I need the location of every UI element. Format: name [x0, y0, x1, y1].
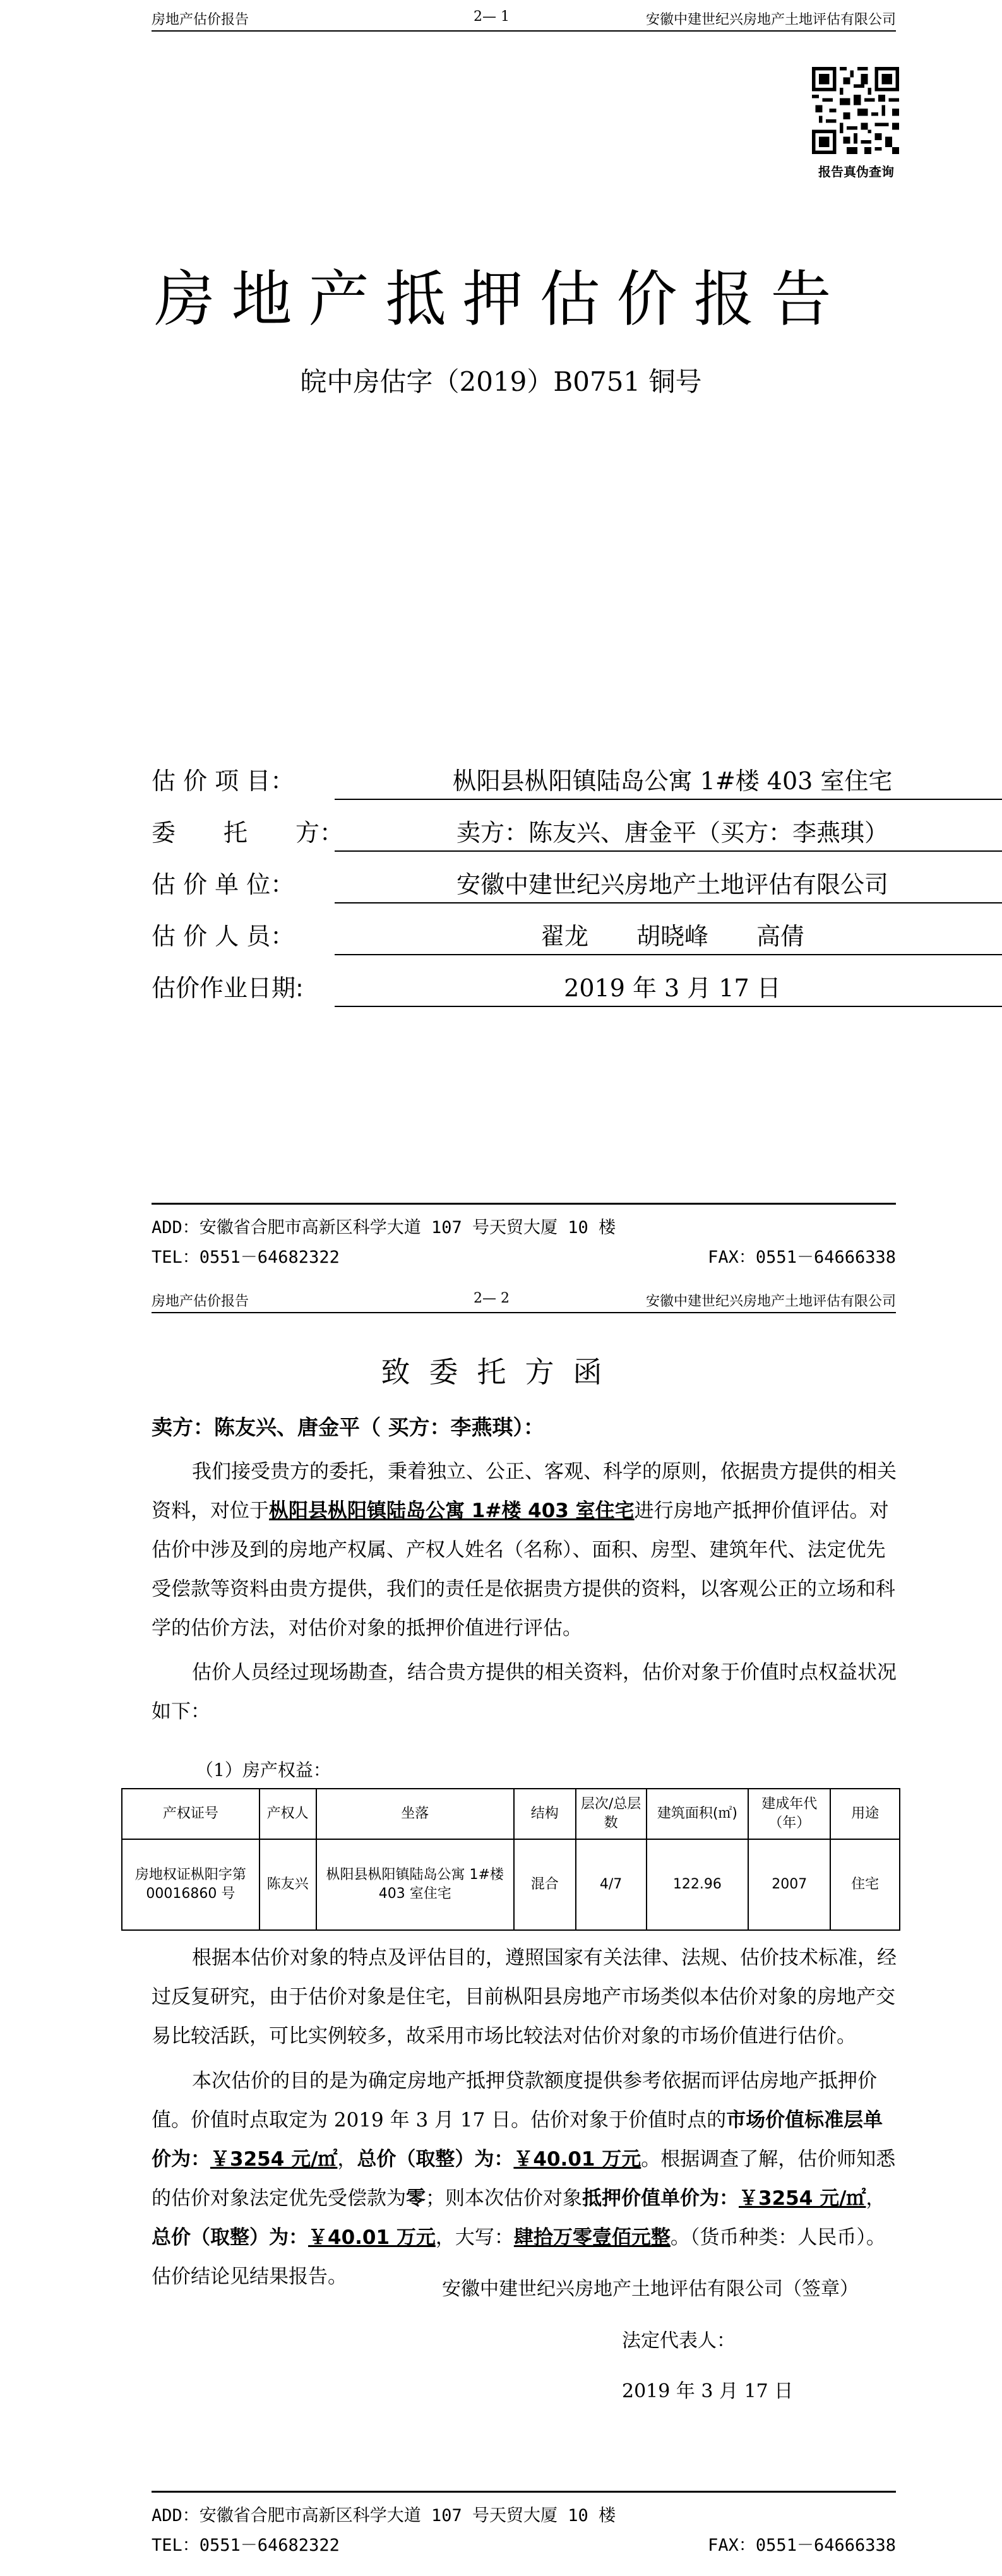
table-cell: 房地权证枞阳字第 00016860 号 — [122, 1839, 259, 1930]
text: ， — [337, 2148, 357, 2171]
table-header-row — [122, 1789, 900, 1839]
header-page-number: 2— 1 — [474, 9, 510, 25]
table-cell: 陈友兴 — [259, 1839, 316, 1930]
salutation: 卖方：陈友兴、唐金平（ 买方：李燕琪）： — [152, 1415, 544, 1440]
info-label: 估 价 单 位： — [152, 871, 295, 898]
col-header: 建筑面积(㎡) — [647, 1789, 749, 1839]
header-page-number: 2— 2 — [474, 1291, 510, 1306]
table-caption: （1）房产权益： — [196, 1760, 331, 1780]
market-total-price: ￥40.01 万元 — [513, 2148, 641, 2171]
paragraph-survey: 估价人员经过现场勘查，结合贵方提供的相关资料，估价对象于价值时点权益状况如下： — [152, 1661, 897, 1723]
report-title: 房地产抵押估价报告 — [154, 264, 848, 335]
signature-company: 安徽中建世纪兴房地产土地评估有限公司（签章） — [442, 2278, 859, 2300]
col-header: 产权人 — [259, 1789, 316, 1839]
info-value: 翟龙 胡晓峰 高倩 — [335, 917, 1002, 955]
info-value: 枞阳县枞阳镇陆岛公寓 1#楼 403 室住宅 — [335, 761, 1002, 800]
page-header — [152, 1288, 896, 1313]
text: 本次估价的目的是为确定房地产抵押贷款额度提供参考依据而评估房地产抵押价值。价值时点取定为 2019 年 3 月 17 日。估价对象于价值时点的 — [152, 2070, 877, 2132]
market-unit-price: ￥3254 元/㎡ — [210, 2148, 338, 2171]
header-company: 安徽中建世纪兴房地产土地评估有限公司 — [645, 1294, 896, 1309]
header-left: 房地产估价报告 — [152, 12, 249, 28]
info-value: 2019 年 3 月 17 日 — [335, 969, 1002, 1007]
text: ，大写： — [435, 2226, 514, 2249]
col-header: 结构 — [514, 1789, 576, 1839]
page-footer — [152, 2491, 896, 2553]
mortgage-total-price: ￥40.01 万元 — [308, 2226, 436, 2249]
col-header: 产权证号 — [122, 1789, 259, 1839]
text: 进行房地产抵押价值评估。对估价中涉及到的房地产权属、产权人姓名（名称）、面积、房型、建筑年代、法定优先受偿款等资料由贵方提供，我们的责任是依据贵方提供的资料，以客观公正的立场和科学的估价方法，对估价对象的抵押价值进行评估。 — [152, 1500, 895, 1640]
table-cell: 枞阳县枞阳镇陆岛公寓 1#楼 403 室住宅 — [316, 1839, 514, 1930]
footer-tel: TEL：0551－64682322 — [152, 2536, 340, 2555]
footer-address: ADD：安徽省合肥市高新区科学大道 107 号天贸大厦 10 楼 — [152, 1218, 616, 1237]
priority-claim-value: 零 — [406, 2187, 426, 2210]
property-rights-table — [121, 1788, 900, 1931]
table-row — [122, 1839, 900, 1930]
text: ， — [866, 2187, 886, 2210]
paragraph-conclusion — [152, 2061, 897, 2296]
signature-date: 2019 年 3 月 17 日 — [622, 2380, 794, 2402]
paragraph-method: 根据本估价对象的特点及评估目的，遵照国家有关法律、法规、估价技术标准，经过反复研究，由于估价对象是住宅，目前枞阳县房地产市场类似本估价对象的房地产交易比较活跃，可比实例较多，故采用市场比较法对估价对象的市场价值进行估价。 — [152, 1947, 897, 2048]
table-cell: 2007 — [748, 1839, 830, 1930]
col-header: 用途 — [830, 1789, 900, 1839]
info-label: 估 价 人 员： — [152, 922, 295, 950]
footer-address: ADD：安徽省合肥市高新区科学大道 107 号天贸大厦 10 楼 — [152, 2506, 616, 2525]
text: 。根据调查了解，估价师知悉的估价对象法定优先受偿款为 — [152, 2148, 896, 2210]
emphasis: 总价（取整）为： — [152, 2226, 308, 2249]
report-number: 皖中房估字（2019）B0751 铜号 — [300, 366, 702, 397]
amount-in-words: 肆拾万零壹佰元整 — [513, 2226, 671, 2249]
info-label: 估 价 项 目： — [152, 767, 295, 795]
info-label: 估价作业日期: — [152, 974, 304, 1002]
emphasis: 总价（取整）为： — [357, 2148, 514, 2171]
col-header: 层次/总层数 — [576, 1789, 647, 1839]
qr-caption: 报告真伪查询 — [818, 164, 894, 179]
letter-page — [0, 1288, 1002, 2576]
signature-representative: 法定代表人： — [622, 2330, 736, 2352]
text: 。（货币种类：人民币）。估价结论见结果报告。 — [152, 2226, 886, 2288]
info-value: 卖方：陈友兴、唐金平（买方：李燕琪） — [335, 813, 1002, 852]
info-value: 安徽中建世纪兴房地产土地评估有限公司 — [335, 865, 1002, 903]
page-footer — [152, 1203, 896, 1265]
table-cell: 122.96 — [647, 1839, 749, 1930]
table-cell: 住宅 — [830, 1839, 900, 1930]
property-address: 枞阳县枞阳镇陆岛公寓 1#楼 403 室住宅 — [269, 1500, 635, 1522]
text: 我们接受贵方的委托，秉着独立、公正、客观、科学的原则，依据贵方提供的相关资料，对位于 — [152, 1460, 897, 1522]
paragraph-intro — [152, 1452, 897, 1648]
text: ；则本次估价对象 — [426, 2187, 582, 2210]
letter-title: 致委托方函 — [381, 1355, 621, 1389]
col-header: 坐落 — [316, 1789, 514, 1839]
page-header — [152, 6, 896, 32]
mortgage-unit-price: ￥3254 元/㎡ — [739, 2187, 866, 2210]
emphasis: 市场价值标准层单价为： — [152, 2109, 883, 2171]
header-company: 安徽中建世纪兴房地产土地评估有限公司 — [645, 12, 896, 28]
footer-fax: FAX：0551－64666338 — [708, 2536, 896, 2555]
footer-fax: FAX：0551－64666338 — [708, 1248, 896, 1267]
emphasis: 抵押价值单价为： — [582, 2187, 739, 2210]
header-left: 房地产估价报告 — [152, 1294, 249, 1309]
footer-tel: TEL：0551－64682322 — [152, 1248, 340, 1267]
info-label: 委 托 方： — [152, 819, 344, 847]
table-cell: 混合 — [514, 1839, 576, 1930]
qr-code-icon[interactable] — [812, 67, 899, 154]
table-cell: 4/7 — [576, 1839, 647, 1930]
col-header: 建成年代（年） — [748, 1789, 830, 1839]
